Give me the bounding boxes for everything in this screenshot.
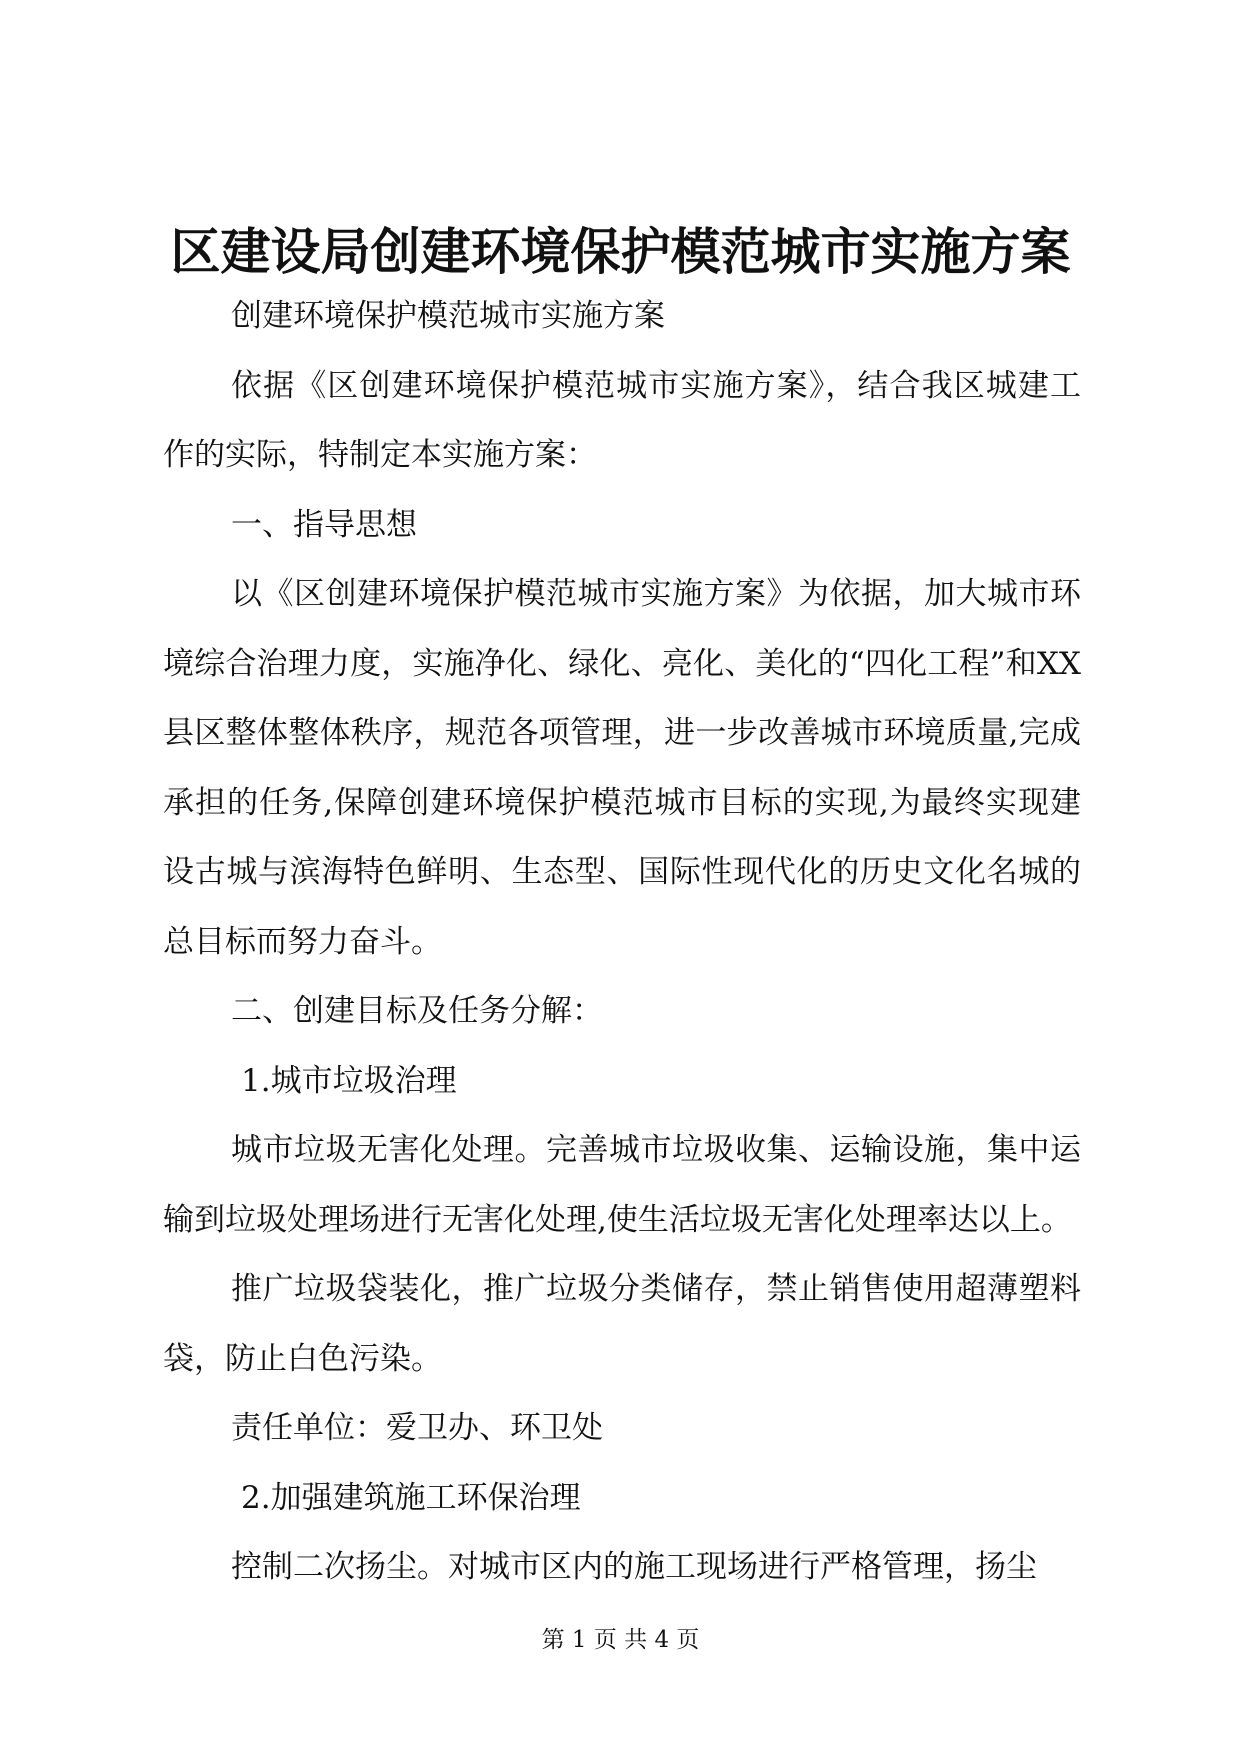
paragraph-bagging: 推广垃圾袋装化，推广垃圾分类储存，禁止销售使用超薄塑料袋，防止白色污染。 <box>163 1271 1081 1377</box>
section-heading-guiding-ideology: 一、指导思想 <box>231 506 417 543</box>
paragraph-dust-control: 控制二次扬尘。对城市区内的施工现场进行严格管理，扬尘 <box>231 1549 1037 1585</box>
document-title: 区建设局创建环境保护模范城市实施方案 <box>170 222 1071 281</box>
paragraph-subtitle: 创建环境保护模范城市实施方案 <box>231 298 665 334</box>
subheading-garbage-treatment: 1.城市垃圾治理 <box>241 1062 457 1099</box>
paragraph-intro: 依据《区创建环境保护模范城市实施方案》，结合我区城建工作的实际，特制定本实施方案： <box>163 367 1081 473</box>
section-heading-goals: 二、创建目标及任务分解： <box>231 993 603 1029</box>
document-body <box>163 282 1081 1603</box>
paragraph-garbage-harmless: 城市垃圾无害化处理。完善城市垃圾收集、运输设施，集中运输到垃圾处理场进行无害化处理,使生活垃圾无害化处理率达以上。 <box>163 1132 1081 1238</box>
subheading-construction: 2.加强建筑施工环保治理 <box>241 1479 581 1516</box>
page-number-footer: 第 1 页 共 4 页 <box>541 1627 700 1653</box>
paragraph-responsible-units: 责任单位：爱卫办、环卫处 <box>231 1410 603 1446</box>
paragraph-guiding-ideology: 以《区创建环境保护模范城市实施方案》为依据，加大城市环境综合治理力度，实施净化、绿化、亮化、美化的“四化工程”和XX县区整体整体秩序，规范各项管理，进一步改善城市环境质量,完成承担的任务,保障创建环境保护模范城市目标的实现,为最终实现建设古城与滨海特色鲜明、生态型、国际性现代化的历史文化名城的总目标而努力奋斗。 <box>163 576 1081 960</box>
